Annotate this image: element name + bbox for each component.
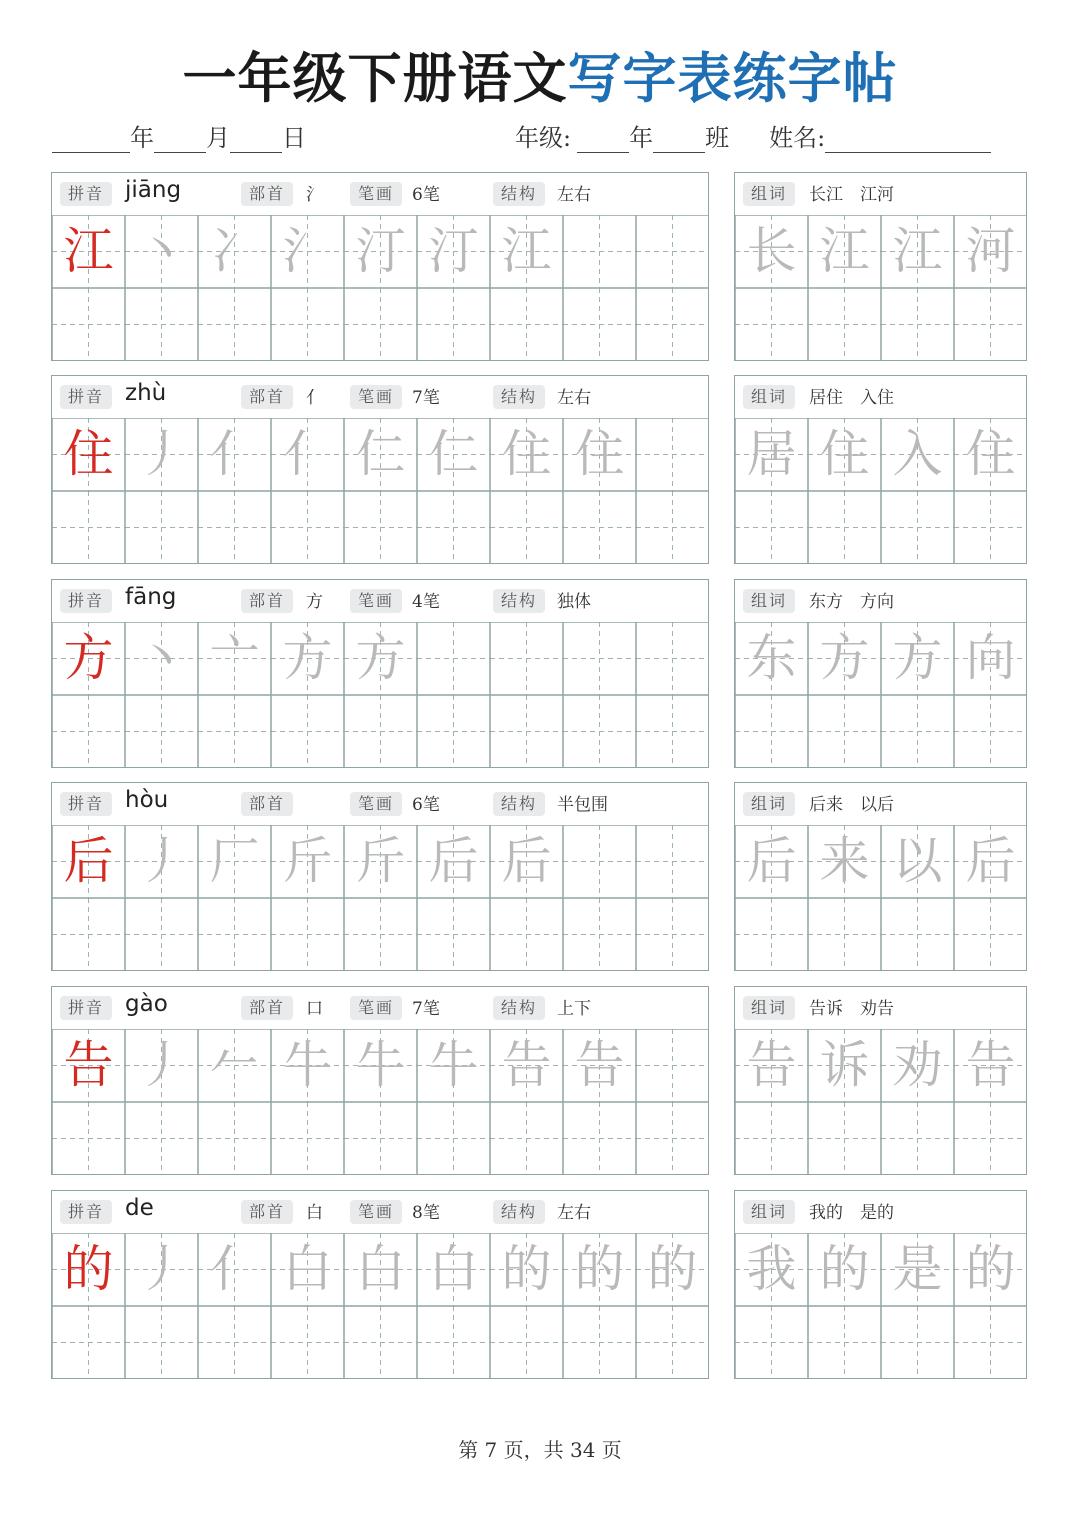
model-character: 住: [63, 425, 114, 483]
structure-value: 左右: [557, 388, 591, 408]
char-panel: [51, 986, 709, 1175]
name-blank[interactable]: [825, 124, 991, 153]
word-trace-character[interactable]: 东: [746, 629, 797, 687]
stroke-order-trace[interactable]: 丶: [136, 629, 187, 687]
pinyin-value: fāng: [125, 584, 177, 610]
strokes-chip: 笔画: [350, 996, 402, 1020]
stroke-order-trace[interactable]: 牛: [355, 1036, 406, 1094]
word-trace-character[interactable]: 江: [819, 222, 870, 280]
char-info-header: [52, 987, 708, 1029]
stroke-order-trace[interactable]: 亠: [209, 629, 260, 687]
stroke-order-trace[interactable]: 丿: [136, 425, 187, 483]
structure-value: 独体: [557, 592, 591, 612]
word-panel: [734, 579, 1027, 768]
stroke-order-trace[interactable]: 丿: [136, 1036, 187, 1094]
stroke-order-trace[interactable]: 后: [501, 832, 552, 890]
stroke-order-trace[interactable]: 斤: [282, 832, 333, 890]
radical-chip: 部首: [241, 182, 293, 206]
stroke-order-trace[interactable]: 氵: [282, 222, 333, 280]
radical-value: 口: [306, 999, 323, 1019]
word-trace-character[interactable]: 入: [892, 425, 943, 483]
pinyin-chip: 拼音: [60, 996, 112, 1020]
model-character: 告: [63, 1036, 114, 1094]
stroke-order-trace[interactable]: 的: [501, 1240, 552, 1298]
model-character: 的: [63, 1240, 114, 1298]
word-header: [735, 173, 1026, 215]
word-header: [735, 783, 1026, 825]
stroke-order-trace[interactable]: 住: [574, 425, 625, 483]
stroke-order-trace[interactable]: 江: [501, 222, 552, 280]
strokes-chip: 笔画: [350, 385, 402, 409]
word-trace-character[interactable]: 以: [892, 832, 943, 890]
pinyin-chip: 拼音: [60, 792, 112, 816]
day-label: 日: [282, 124, 306, 152]
word-trace-character[interactable]: 诉: [819, 1036, 870, 1094]
stroke-order-trace[interactable]: 仁: [428, 425, 479, 483]
grade-year-blank[interactable]: [577, 124, 629, 153]
word-trace-character[interactable]: 我: [746, 1240, 797, 1298]
date-line: [52, 118, 306, 158]
stroke-order-trace[interactable]: 方: [282, 629, 333, 687]
stroke-order-trace[interactable]: 亻: [209, 425, 260, 483]
char-info-header: [52, 1191, 708, 1233]
strokes-value: 6笔: [412, 185, 440, 205]
structure-value: 左右: [557, 1203, 591, 1223]
radical-value: 白: [306, 1203, 323, 1223]
stroke-order-trace[interactable]: 丿: [136, 832, 187, 890]
stroke-order-trace[interactable]: 白: [355, 1240, 406, 1298]
structure-chip: 结构: [493, 182, 545, 206]
strokes-chip: 笔画: [350, 792, 402, 816]
word-trace-character[interactable]: 后: [965, 832, 1016, 890]
word-panel: [734, 1190, 1027, 1379]
model-character: 后: [63, 832, 114, 890]
stroke-order-trace[interactable]: 亻: [209, 1240, 260, 1298]
word-trace-character[interactable]: 住: [819, 425, 870, 483]
strokes-chip: 笔画: [350, 182, 402, 206]
words-chip: 组词: [743, 1200, 795, 1224]
word-trace-character[interactable]: 住: [965, 425, 1016, 483]
word-header: [735, 376, 1026, 418]
grade-line: [515, 118, 991, 158]
model-character: 方: [63, 629, 114, 687]
grade-label: 年级:: [515, 124, 572, 152]
strokes-value: 7笔: [412, 388, 440, 408]
strokes-value: 6笔: [412, 795, 440, 815]
structure-chip: 结构: [493, 385, 545, 409]
words-chip: 组词: [743, 385, 795, 409]
word-panel: [734, 986, 1027, 1175]
word-header: [735, 580, 1026, 622]
word-trace-character[interactable]: 方: [819, 629, 870, 687]
word-header: [735, 1191, 1026, 1233]
word-panel: [734, 375, 1027, 564]
char-panel: [51, 579, 709, 768]
stroke-order-trace[interactable]: 的: [574, 1240, 625, 1298]
stroke-order-trace[interactable]: 汀: [355, 222, 406, 280]
month-blank[interactable]: [154, 124, 206, 153]
pinyin-chip: 拼音: [60, 182, 112, 206]
radical-chip: 部首: [241, 589, 293, 613]
word-trace-character[interactable]: 的: [965, 1240, 1016, 1298]
pinyin-chip: 拼音: [60, 1200, 112, 1224]
strokes-value: 7笔: [412, 999, 440, 1019]
char-info-header: [52, 173, 708, 215]
char-panel: [51, 375, 709, 564]
word-trace-character[interactable]: 来: [819, 832, 870, 890]
structure-value: 上下: [557, 999, 591, 1019]
char-panel: [51, 172, 709, 361]
strokes-value: 4笔: [412, 592, 440, 612]
word-trace-character[interactable]: 是: [892, 1240, 943, 1298]
word-trace-character[interactable]: 向: [965, 629, 1016, 687]
stroke-order-trace[interactable]: 斤: [355, 832, 406, 890]
word-trace-character[interactable]: 河: [965, 222, 1016, 280]
stroke-order-trace[interactable]: 告: [501, 1036, 552, 1094]
strokes-value: 8笔: [412, 1203, 440, 1223]
char-info-header: [52, 376, 708, 418]
stroke-order-trace[interactable]: 的: [647, 1240, 698, 1298]
pinyin-value: jiāng: [125, 177, 182, 203]
page-footer: 第 7 页，共 34 页: [458, 1438, 622, 1462]
name-label: 姓名:: [769, 124, 826, 152]
char-panel: [51, 782, 709, 971]
char-info-header: [52, 783, 708, 825]
structure-value: 半包围: [557, 795, 608, 815]
stroke-order-trace[interactable]: 亻: [282, 425, 333, 483]
stroke-order-trace[interactable]: 𠂉: [209, 1036, 260, 1094]
words-value: 东方 方向: [809, 592, 894, 612]
word-trace-character[interactable]: 江: [892, 222, 943, 280]
title-main: 一年级下册语文: [182, 47, 568, 110]
word-trace-character[interactable]: 方: [892, 629, 943, 687]
radical-chip: 部首: [241, 996, 293, 1020]
words-value: 长江 江河: [809, 185, 894, 205]
radical-chip: 部首: [241, 1200, 293, 1224]
pinyin-value: hòu: [125, 787, 169, 813]
day-blank[interactable]: [230, 124, 282, 153]
grade-year-label: 年: [629, 124, 654, 152]
word-trace-character[interactable]: 长: [746, 222, 797, 280]
word-trace-character[interactable]: 后: [746, 832, 797, 890]
words-value: 后来 以后: [809, 795, 894, 815]
radical-value: 氵: [306, 185, 323, 205]
words-value: 居住 入住: [809, 388, 894, 408]
class-label: 班: [705, 124, 730, 152]
stroke-order-trace[interactable]: 后: [428, 832, 479, 890]
word-trace-character[interactable]: 告: [965, 1036, 1016, 1094]
structure-value: 左右: [557, 185, 591, 205]
month-label: 月: [206, 124, 230, 152]
structure-chip: 结构: [493, 996, 545, 1020]
stroke-order-trace[interactable]: 白: [282, 1240, 333, 1298]
word-trace-character[interactable]: 告: [746, 1036, 797, 1094]
stroke-order-trace[interactable]: 告: [574, 1036, 625, 1094]
model-character: 江: [63, 222, 114, 280]
structure-chip: 结构: [493, 1200, 545, 1224]
char-info-header: [52, 580, 708, 622]
stroke-order-trace[interactable]: 牛: [282, 1036, 333, 1094]
pinyin-chip: 拼音: [60, 385, 112, 409]
pinyin-value: gào: [125, 991, 168, 1017]
radical-chip: 部首: [241, 792, 293, 816]
words-chip: 组词: [743, 996, 795, 1020]
class-blank[interactable]: [653, 124, 705, 153]
stroke-order-trace[interactable]: 丶: [136, 222, 187, 280]
radical-value: 方: [306, 592, 323, 612]
structure-chip: 结构: [493, 792, 545, 816]
year-label: 年: [130, 124, 154, 152]
words-value: 告诉 劝告: [809, 999, 894, 1019]
title-accent: 写字表练字帖: [567, 47, 898, 110]
stroke-order-trace[interactable]: 住: [501, 425, 552, 483]
word-panel: [734, 782, 1027, 971]
word-trace-character[interactable]: 居: [746, 425, 797, 483]
radical-chip: 部首: [241, 385, 293, 409]
structure-chip: 结构: [493, 589, 545, 613]
words-chip: 组词: [743, 589, 795, 613]
pinyin-value: de: [125, 1195, 154, 1221]
stroke-order-trace[interactable]: 丿: [136, 1240, 187, 1298]
stroke-order-trace[interactable]: 白: [428, 1240, 479, 1298]
word-trace-character[interactable]: 劝: [892, 1036, 943, 1094]
stroke-order-trace[interactable]: 汀: [428, 222, 479, 280]
pinyin-value: zhù: [125, 380, 167, 406]
char-panel: [51, 1190, 709, 1379]
word-panel: [734, 172, 1027, 361]
stroke-order-trace[interactable]: 仁: [355, 425, 406, 483]
stroke-order-trace[interactable]: 厂: [209, 832, 260, 890]
words-chip: 组词: [743, 182, 795, 206]
page-title: [0, 36, 1080, 113]
stroke-order-trace[interactable]: 牛: [428, 1036, 479, 1094]
words-value: 我的 是的: [809, 1203, 894, 1223]
stroke-order-trace[interactable]: 方: [355, 629, 406, 687]
pinyin-chip: 拼音: [60, 589, 112, 613]
strokes-chip: 笔画: [350, 1200, 402, 1224]
radical-value: 亻: [306, 388, 323, 408]
strokes-chip: 笔画: [350, 589, 402, 613]
year-blank[interactable]: [52, 124, 130, 153]
word-header: [735, 987, 1026, 1029]
stroke-order-trace[interactable]: 冫: [209, 222, 260, 280]
word-trace-character[interactable]: 的: [819, 1240, 870, 1298]
words-chip: 组词: [743, 792, 795, 816]
